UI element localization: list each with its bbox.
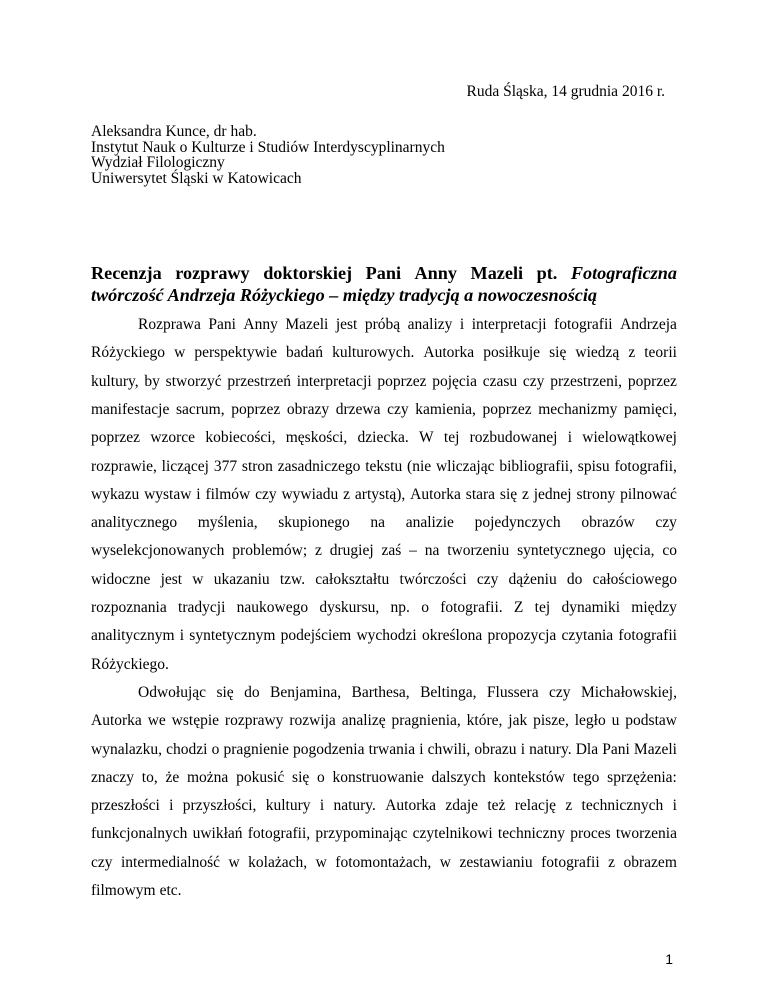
body-word: przyszłości, — [182, 797, 257, 815]
body-word: i — [196, 485, 201, 503]
body-word: syntetycznego — [517, 542, 606, 560]
body-word: analizie — [405, 514, 454, 532]
body-word: tekstu — [365, 457, 403, 475]
title-word: doktorskiej — [263, 263, 353, 283]
body-word: czytelnikowi — [412, 825, 493, 843]
body-word: fotografii — [541, 853, 600, 871]
body-word: strony — [576, 485, 616, 503]
body-word: fotografii — [554, 316, 613, 333]
body-word: naukowego — [236, 599, 309, 616]
body-word: wywiadu — [281, 485, 339, 503]
body-word: perspektywie — [194, 344, 277, 362]
body-word: na — [370, 514, 386, 532]
body-word: poprzez — [482, 400, 532, 418]
body-word: Dla — [575, 740, 599, 758]
body-word: filmów — [205, 485, 251, 503]
body-word: jednej — [533, 485, 572, 503]
body-word: przestrzeni, — [550, 372, 623, 390]
body-word: Autorka — [423, 344, 475, 362]
body-word: posiłkuje — [483, 344, 541, 362]
body-word: stworzyć — [165, 372, 222, 390]
body-word: poprzez — [627, 372, 677, 390]
body-word: męskości, — [285, 429, 348, 447]
body-word: pogodzenia — [293, 740, 365, 758]
author-university: Uniwersytet Śląski w Katowicach — [91, 169, 302, 187]
title-word: pt. — [536, 263, 558, 283]
body-word: funkcjonalnych — [91, 825, 188, 843]
body-word: kobiecości, — [205, 429, 276, 447]
body-word: myślenia, — [197, 514, 258, 532]
body-word: natury. — [529, 740, 572, 758]
body-word: pojedynczych — [474, 514, 561, 532]
title-line-1 — [91, 262, 677, 284]
body-word: się — [499, 485, 518, 503]
body-word: trwania — [368, 740, 416, 758]
body-word: sprzężenia: — [607, 768, 677, 786]
body-word: kontekstów — [493, 768, 565, 786]
body-word: z — [565, 797, 573, 815]
body-word: kultury, — [91, 372, 139, 390]
body-word: pilnować — [620, 485, 677, 503]
place-date: Ruda Śląska, 14 grudnia 2016 r. — [466, 83, 665, 100]
body-word: pojęcia — [432, 372, 477, 390]
body-word: Odwołując — [138, 683, 207, 701]
body-word: rozprawie, — [91, 457, 157, 475]
body-line — [91, 571, 677, 589]
body-word: widoczne — [91, 570, 151, 588]
body-word: rozwija — [289, 712, 336, 730]
body-word: relację — [514, 797, 557, 815]
author-faculty: Wydział Filologiczny — [91, 154, 225, 171]
body-line — [91, 344, 677, 362]
body-word: o — [421, 599, 429, 616]
body-word: natury. — [333, 797, 376, 815]
body-line — [91, 599, 677, 617]
title-line-2 — [91, 284, 677, 306]
title-italic-line: twórczość Andrzeja Różyckiego – między tradycją a nowoczesnością — [91, 285, 598, 305]
body-word: kamienia, — [415, 400, 476, 418]
body-word: i — [179, 627, 185, 645]
body-word: pokusić — [236, 768, 285, 786]
body-word: u — [611, 712, 620, 730]
body-word: Różyckiego. — [91, 655, 169, 673]
review-title — [91, 262, 677, 306]
title-italic-word: Fotograficzna — [570, 263, 677, 283]
body-word: obrazu — [474, 740, 517, 758]
body-word: i — [319, 797, 325, 815]
body-word: znaczy — [91, 768, 135, 786]
body-word: zaś — [381, 542, 402, 560]
body-word: manifestacje — [91, 400, 170, 418]
body-word: wiedzą — [575, 344, 620, 362]
body-word: by — [144, 372, 160, 390]
body-word: próbą — [364, 316, 401, 333]
body-word: Michałowskiej, — [580, 683, 677, 701]
body-word: Różyckiego — [91, 344, 166, 362]
body-word: z — [521, 485, 529, 503]
body-word: teorii — [644, 344, 677, 362]
body-line — [91, 656, 677, 674]
body-line — [91, 797, 677, 815]
body-word: co — [662, 542, 677, 560]
body-word: całościowego — [592, 570, 677, 588]
body-word: Z — [513, 599, 524, 616]
author-institute: Instytut Nauk o Kulturze i Studiów Interdyscyplinarnych — [91, 138, 445, 156]
body-word: do — [566, 570, 583, 588]
body-word: obrazem — [623, 853, 677, 871]
body-word: w — [192, 570, 204, 588]
body-word: jest — [160, 570, 183, 588]
body-word: to, — [141, 768, 158, 786]
body-word: całokształtu — [315, 570, 390, 588]
body-line — [91, 882, 677, 900]
body-word: dynamiki — [561, 599, 621, 616]
body-word: i — [567, 429, 573, 447]
body-word: drzewa — [335, 400, 381, 418]
body-word: konstruowanie — [332, 768, 424, 786]
body-word: które, — [466, 712, 503, 730]
body-word: poprzez — [231, 400, 281, 418]
body-word: na — [424, 542, 440, 560]
body-word: Beltinga, — [420, 683, 477, 701]
body-word: zasadniczego — [277, 457, 361, 475]
body-word: chwili, — [427, 740, 471, 758]
body-word: się — [292, 768, 310, 786]
body-word: Barthesa, — [351, 683, 410, 701]
body-word: fotografii — [618, 627, 677, 645]
body-line — [138, 316, 677, 334]
body-word: i — [672, 797, 677, 815]
body-word: wynalazku, — [91, 740, 163, 758]
body-word: kolażach, — [248, 853, 308, 871]
body-word: pragnienia, — [391, 712, 461, 730]
title-word: Mazeli — [470, 263, 524, 283]
body-word: W — [419, 429, 434, 447]
body-word: etc. — [159, 882, 182, 899]
body-word: i — [459, 316, 465, 333]
body-word: np. — [390, 599, 410, 616]
body-word: drugiej — [329, 542, 374, 560]
body-word: stron — [241, 457, 273, 475]
body-word: fotografii. — [440, 599, 503, 616]
body-word: Pani — [602, 740, 630, 758]
body-word: z — [608, 853, 616, 871]
body-word: w — [439, 853, 451, 871]
author-name: Aleksandra Kunce, dr hab. — [91, 123, 257, 140]
body-word: z — [628, 344, 636, 362]
body-word: o — [317, 768, 325, 786]
body-word: czy — [387, 400, 409, 418]
body-word: o — [211, 740, 220, 758]
body-word: analitycznym — [91, 627, 175, 645]
body-word: fotografii, — [614, 457, 677, 475]
body-word: mechanizmy — [538, 400, 618, 418]
body-word: (nie — [407, 457, 432, 475]
body-word: czy — [91, 853, 113, 871]
body-word: i — [419, 740, 424, 758]
body-word: Autorka — [91, 712, 142, 730]
body-word: analitycznego — [91, 514, 178, 532]
body-word: między — [631, 599, 677, 616]
body-line — [91, 712, 677, 730]
body-word: wykazu — [91, 485, 140, 503]
body-word: i — [169, 797, 174, 815]
body-word: przypominając — [315, 825, 408, 843]
body-word: badań — [286, 344, 324, 362]
body-word: we — [147, 712, 166, 730]
body-word: tworzeniu — [447, 542, 510, 560]
body-word: wstępie — [171, 712, 220, 730]
body-word: skupionego — [278, 514, 350, 532]
body-word: wielowątkowej — [582, 429, 677, 447]
body-word: kultury — [265, 797, 311, 815]
body-word: wzorce — [150, 429, 196, 447]
body-word: podstaw — [625, 712, 677, 730]
title-word: rozprawy — [175, 263, 250, 283]
body-word: tego — [572, 768, 600, 786]
body-word: Andrzeja — [620, 316, 677, 333]
body-word: zestawianiu — [459, 853, 533, 871]
body-word: pragnienie — [223, 740, 289, 758]
body-word: Autorka — [385, 797, 437, 815]
body-word: sacrum, — [175, 400, 225, 418]
body-word: analizę — [341, 712, 386, 730]
body-word: – — [409, 542, 417, 560]
body-word: Rozprawa — [138, 316, 201, 333]
body-word: chodzi — [166, 740, 208, 758]
body-line — [91, 542, 677, 560]
body-word: podejściem — [280, 627, 352, 645]
body-word: czy — [476, 570, 499, 588]
body-word: interpretacji — [471, 316, 547, 333]
body-word: Mazeli — [285, 316, 329, 333]
body-line — [91, 627, 677, 645]
body-word: Pani — [208, 316, 236, 333]
body-word: Autorka — [410, 485, 461, 503]
body-word: stara — [465, 485, 496, 503]
body-word: fotomontażach, — [335, 853, 432, 871]
body-word: z — [315, 542, 322, 560]
body-word: czy — [522, 372, 545, 390]
body-word: bibliografii, — [499, 457, 573, 475]
body-word: Benjamina, — [270, 683, 342, 701]
body-word: czytania — [561, 627, 614, 645]
body-word: liczącej — [161, 457, 209, 475]
body-line — [91, 458, 677, 476]
body-line — [91, 514, 677, 532]
title-word: Recenzja — [91, 263, 162, 283]
body-word: czasu — [482, 372, 518, 390]
body-line — [91, 429, 677, 447]
body-word: zdaje — [445, 797, 479, 815]
body-word: i — [520, 740, 525, 758]
body-line — [91, 401, 677, 419]
body-word: tej — [443, 429, 460, 447]
body-word: ukazaniu — [213, 570, 270, 588]
title-word: Pani — [365, 263, 402, 283]
body-word: kulturowych. — [332, 344, 415, 362]
body-word: się — [549, 344, 567, 362]
body-word: proces — [570, 825, 611, 843]
body-word: rozprawy — [224, 712, 284, 730]
page-number: 1 — [665, 951, 673, 967]
body-word: uwikłań — [192, 825, 243, 843]
body-word: Mazeli — [633, 740, 677, 758]
body-word: czy — [255, 485, 277, 503]
body-word: wystaw — [144, 485, 192, 503]
body-word: pisze, — [533, 712, 569, 730]
author-block — [91, 124, 445, 186]
body-word: w — [228, 853, 240, 871]
body-word: propozycja — [487, 627, 557, 645]
body-word: ujęcia, — [613, 542, 655, 560]
body-word: rozpoznania — [91, 599, 167, 616]
body-word: 377 — [213, 457, 238, 475]
body-word: przestrzeń — [227, 372, 292, 390]
body-word: przeszłości — [91, 797, 160, 815]
body-line — [91, 825, 677, 843]
body-word: poprzez — [91, 429, 141, 447]
body-word: wliczając — [435, 457, 495, 475]
body-word: obrazów — [581, 514, 635, 532]
body-line — [91, 741, 677, 759]
body-word: wyselekcjonowanych — [91, 542, 225, 560]
body-word: czy — [655, 514, 677, 532]
body-word: dalszych — [431, 768, 486, 786]
body-word: określona — [421, 627, 483, 645]
body-word: legło — [574, 712, 606, 730]
body-line — [91, 486, 677, 504]
body-word: dziecka. — [357, 429, 409, 447]
body-word: fotografii, — [247, 825, 311, 843]
body-word: artystą), — [354, 485, 406, 503]
body-word: można — [186, 768, 229, 786]
title-word: Anny — [414, 263, 458, 283]
body-line — [91, 854, 677, 872]
body-word: tworzenia — [615, 825, 677, 843]
body-word: w — [174, 344, 186, 362]
body-word: spisu — [577, 457, 610, 475]
body-word: analizy — [407, 316, 453, 333]
body-word: syntetycznym — [189, 627, 276, 645]
body-word: się — [216, 683, 234, 701]
body-word: wychodzi — [356, 627, 417, 645]
body-word: technicznych — [581, 797, 664, 815]
body-word: intermedialność — [121, 853, 220, 871]
body-line — [91, 769, 677, 787]
body-word: też — [487, 797, 506, 815]
body-word: Anny — [243, 316, 278, 333]
body-word: techniczny — [497, 825, 566, 843]
body-word: obrazy — [286, 400, 330, 418]
body-word: dyskursu, — [319, 599, 380, 616]
body-word: czy — [549, 683, 571, 701]
body-word: że — [165, 768, 180, 786]
body-word: tej — [534, 599, 551, 616]
body-word: rozbudowanej — [469, 429, 558, 447]
body-word: Flussera — [486, 683, 539, 701]
body-line — [91, 373, 677, 391]
body-word: problemów; — [232, 542, 308, 560]
body-word: w — [315, 853, 327, 871]
body-word: filmowym — [91, 882, 156, 899]
body-word: pamięci, — [624, 400, 677, 418]
body-word: twórczości — [399, 570, 467, 588]
body-word: jest — [335, 316, 358, 333]
body-word: dążeniu — [508, 570, 557, 588]
body-word: poprzez — [377, 372, 427, 390]
body-word: z — [343, 485, 351, 503]
body-word: tzw. — [279, 570, 306, 588]
body-word: interpretacji — [296, 372, 372, 390]
body-word: do — [244, 683, 260, 701]
body-line — [138, 684, 677, 702]
body-word: tradycji — [178, 599, 226, 616]
body-word: jak — [508, 712, 528, 730]
